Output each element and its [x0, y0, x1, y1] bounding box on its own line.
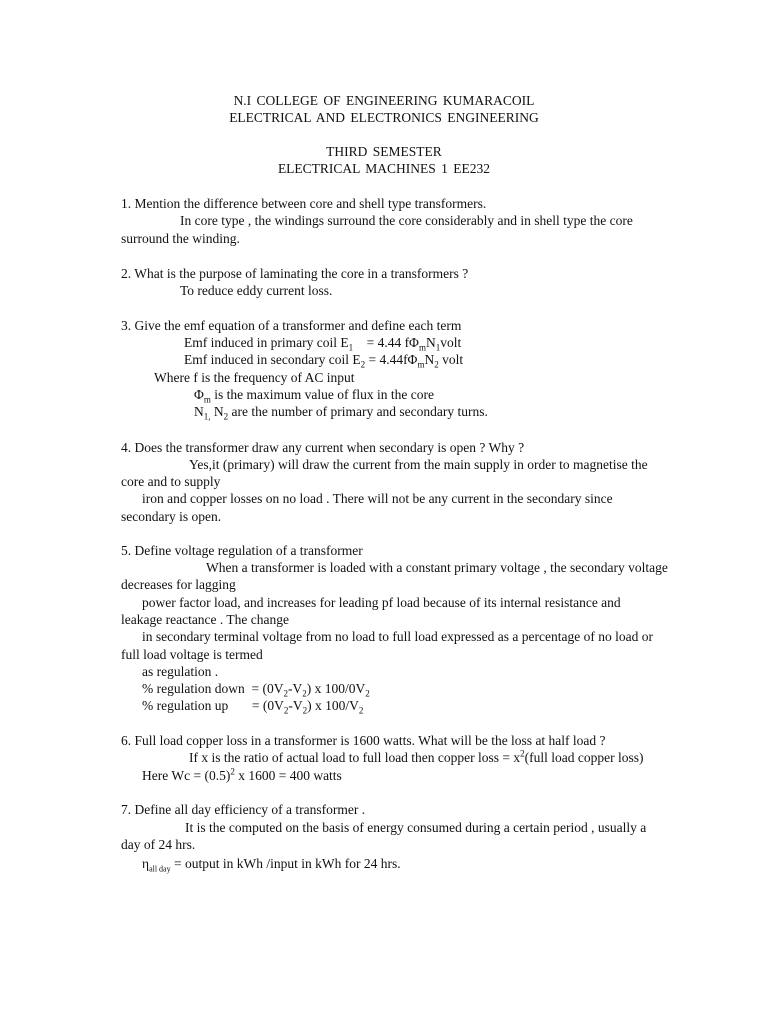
answer-5-line-1: When a transformer is loaded with a constant primary voltage , the secondary voltage — [206, 560, 668, 575]
question-7: 7. Define all day efficiency of a transformer . — [121, 802, 366, 817]
efficiency-formula: $\eta_{all day}$ = output in kWh /input in kWh for 24 hrs. — [142, 856, 401, 874]
college-name: N.I COLLEGE OF ENGINEERING KUMARACOIL — [233, 93, 535, 108]
semester-title: THIRD SEMESTER — [326, 144, 442, 159]
question-4: 4. Does the transformer draw any current when secondary is open ? Why ? — [121, 440, 525, 455]
question-1: 1. Mention the difference between core and shell type transformers. — [121, 196, 487, 211]
answer-5-line-5: in secondary terminal voltage from no load to full load expressed as a percentage of no load or — [142, 629, 653, 644]
phi-definition: $\Phi_m$ is the maximum value of flux in the core — [194, 387, 434, 405]
question-2: 2. What is the purpose of laminating the core in a transformers ? — [121, 266, 469, 281]
regulation-up-formula: % regulation up = $(0V_2-V_2)$ x $100/V_2$ — [142, 698, 364, 716]
emf-equation-primary: Emf induced in primary coil $E_1$ = 4.44 $f\Phi_mN_1volt$ — [184, 335, 462, 353]
answer-5-line-2: decreases for lagging — [121, 577, 236, 592]
course-title: ELECTRICAL MACHINES 1 EE232 — [277, 161, 491, 176]
answer-4-line-1: Yes,it (primary) will draw the current from the main supply in order to magnetise the — [189, 457, 648, 472]
answer-2: To reduce eddy current loss. — [180, 283, 333, 298]
question-3: 3. Give the emf equation of a transformer and define each term — [121, 318, 462, 333]
regulation-down-formula: % regulation down = $(0V_2-V_2)$ x $100/0V_2$ — [142, 681, 370, 699]
answer-5-line-3: power factor load, and increases for leading pf load because of its internal resistance and — [142, 595, 621, 610]
answer-5-line-6: full load voltage is termed — [121, 647, 263, 662]
document-header — [0, 92, 768, 126]
course-header — [0, 143, 768, 177]
question-6: 6. Full load copper loss in a transformer is 1600 watts. What will be the loss at half load ? — [121, 733, 606, 748]
answer-4-line-2: core and to supply — [121, 474, 221, 489]
answer-1-line-1: In core type , the windings surround the core considerably and in shell type the core — [180, 213, 633, 228]
department-name: ELECTRICAL AND ELECTRONICS ENGINEERING — [229, 110, 539, 125]
answer-7-line-2: day of 24 hrs. — [121, 837, 196, 852]
answer-6-line-1: If x is the ratio of actual load to full load then copper loss = $x^2(full$ load copper loss) — [189, 748, 644, 765]
answer-4-line-4: secondary is open. — [121, 509, 222, 524]
answer-1-line-2: surround the winding. — [121, 231, 240, 246]
question-5: 5. Define voltage regulation of a transformer — [121, 543, 363, 558]
answer-6-line-2: Here $Wc = (0.5)^2$ x 1600 = 400 watts — [142, 766, 342, 783]
emf-equation-secondary: Emf induced in secondary coil $E_2 = 4.44f\Phi_mN_2$ volt — [184, 352, 464, 370]
answer-5-line-7: as regulation . — [142, 664, 219, 679]
answer-4-line-3: iron and copper losses on no load . There will not be any current in the secondary since — [142, 491, 613, 506]
answer-5-line-4: leakage reactance . The change — [121, 612, 290, 627]
turns-definition: $N_{1,}$ $N_2$ are the number of primary and secondary turns. — [194, 404, 488, 422]
where-line: Where f is the frequency of AC input — [154, 370, 355, 385]
answer-7-line-1: It is the computed on the basis of energy consumed during a certain period , usually a — [185, 820, 647, 835]
